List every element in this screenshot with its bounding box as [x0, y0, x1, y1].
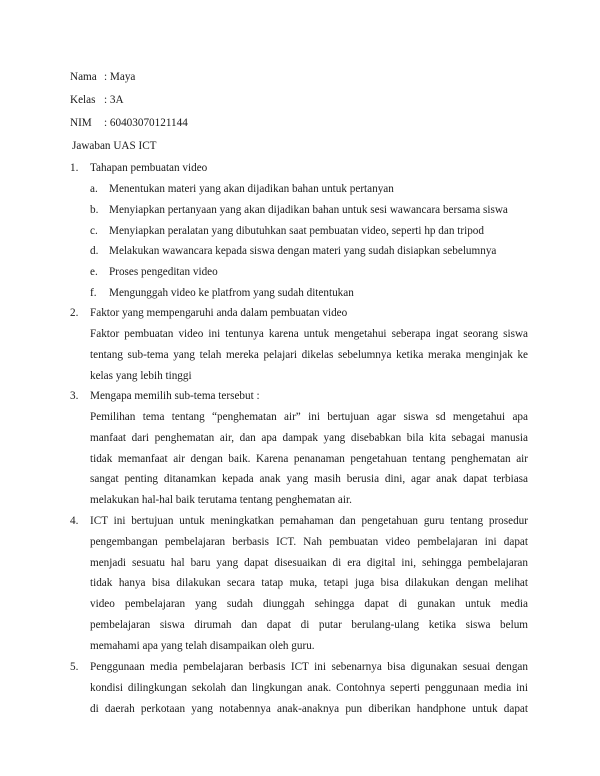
- q3-answer-line: manfaat dari penghematan air, dan apa dampak yang disebabkan bila kita sebagai manusia: [90, 432, 528, 444]
- q4-answer-line: pembelajaran siswa dirumah dan dapat di putar berulang-ulang ketika siswa belum: [90, 619, 528, 631]
- q1-item-text: Proses pengeditan video: [109, 266, 218, 278]
- q3-answer-line: melakukan hal-hal baik terutama tentang penghematan air.: [90, 494, 352, 506]
- q3-answer-line: tidak memanfaat air dengan baik. Karena penanaman pengetahuan tentang penghematan air: [90, 453, 528, 465]
- q4-answer-line: menjadi sesuatu hal baru yang dapat disesuaikan di era digital ini, sehingga pembelajaran: [90, 557, 528, 569]
- q2-answer-line: Faktor pembuatan video ini tentunya karena untuk mengetahui seberapa ingat seorang siswa: [90, 328, 528, 340]
- nim-value: : 60403070121144: [104, 117, 188, 129]
- q5-answer-line: Penggunaan media pembelajaran berbasis ICT ini sebenarnya bisa digunakan sesuai dengan: [90, 661, 528, 673]
- q1-item-letter: d.: [90, 245, 99, 257]
- q1-item-letter: f.: [90, 287, 97, 299]
- q5-answer-line: di daerah perkotaan yang notabennya anak-anaknya pun diberikan handphone untuk dapat: [90, 703, 528, 715]
- q4-answer-line: pengembangan pembelajaran berbasis ICT. Nah pembuatan video pembelajaran ini dapat: [90, 536, 528, 548]
- q2-answer-line: tentang sub-tema yang telah mereka pelajari dikelas sebelumnya ketika meraka menginjak ke: [90, 349, 528, 361]
- kelas-value: : 3A: [104, 94, 124, 106]
- q1-item-text: Menentukan materi yang akan dijadikan bahan untuk pertanyan: [109, 183, 394, 195]
- nama-label: Nama: [70, 71, 97, 83]
- q1-title: Tahapan pembuatan video: [90, 162, 208, 174]
- page-title: Jawaban UAS ICT: [72, 140, 157, 152]
- q1-item-text: Menyiapkan pertanyaan yang akan dijadikan bahan untuk sesi wawancara bersama siswa: [109, 204, 508, 216]
- q1-item-letter: c.: [90, 225, 98, 237]
- q1-item-text: Menyiapkan peralatan yang dibutuhkan saat pembuatan video, seperti hp dan tripod: [109, 225, 484, 237]
- kelas-label: Kelas: [70, 94, 96, 106]
- q3-answer-line: Pemilihan tema tentang “penghematan air” ini bertujuan agar siswa sd mengetahui apa: [90, 411, 528, 423]
- q4-number: 4.: [70, 515, 79, 527]
- q2-title: Faktor yang mempengaruhi anda dalam pembuatan video: [90, 307, 348, 319]
- q2-number: 2.: [70, 307, 79, 319]
- q4-answer-line: ICT ini bertujuan untuk meningkatkan pemahaman dan pengetahuan guru tentang prosedur: [90, 515, 528, 527]
- q5-answer-line: kondisi dilingkungan sekolah dan lingkungan anak. Contohnya seperti penggunaan media ini: [90, 682, 528, 694]
- q1-item-letter: e.: [90, 266, 98, 278]
- q1-item-letter: a.: [90, 183, 98, 195]
- q4-answer-line: memahami apa yang telah disampaikan oleh guru.: [90, 640, 315, 652]
- nama-value: : Maya: [104, 71, 136, 83]
- nim-label: NIM: [70, 117, 92, 129]
- q3-title: Mengapa memilih sub-tema tersebut :: [90, 390, 260, 402]
- q1-number: 1.: [70, 162, 79, 174]
- q3-number: 3.: [70, 390, 79, 402]
- q3-answer-line: sangat penting ditanamkan kepada anak yang masih berusia dini, agar anak dapat terbiasa: [90, 473, 528, 485]
- q4-answer-line: tidak hanya bisa dilakukan secara tatap muka, tetapi juga bisa dilakukan dengan melihat: [90, 577, 528, 589]
- q5-number: 5.: [70, 661, 79, 673]
- q1-item-text: Melakukan wawancara kepada siswa dengan materi yang sudah disiapkan sebelumnya: [109, 245, 497, 257]
- q2-answer-line: kelas yang lebih tinggi: [90, 370, 192, 382]
- q1-item-letter: b.: [90, 204, 99, 216]
- q4-answer-line: video pembelajaran yang sudah diunggah sehingga dapat di gunakan untuk media: [90, 598, 528, 610]
- q1-item-text: Mengunggah video ke platfrom yang sudah ditentukan: [109, 287, 354, 299]
